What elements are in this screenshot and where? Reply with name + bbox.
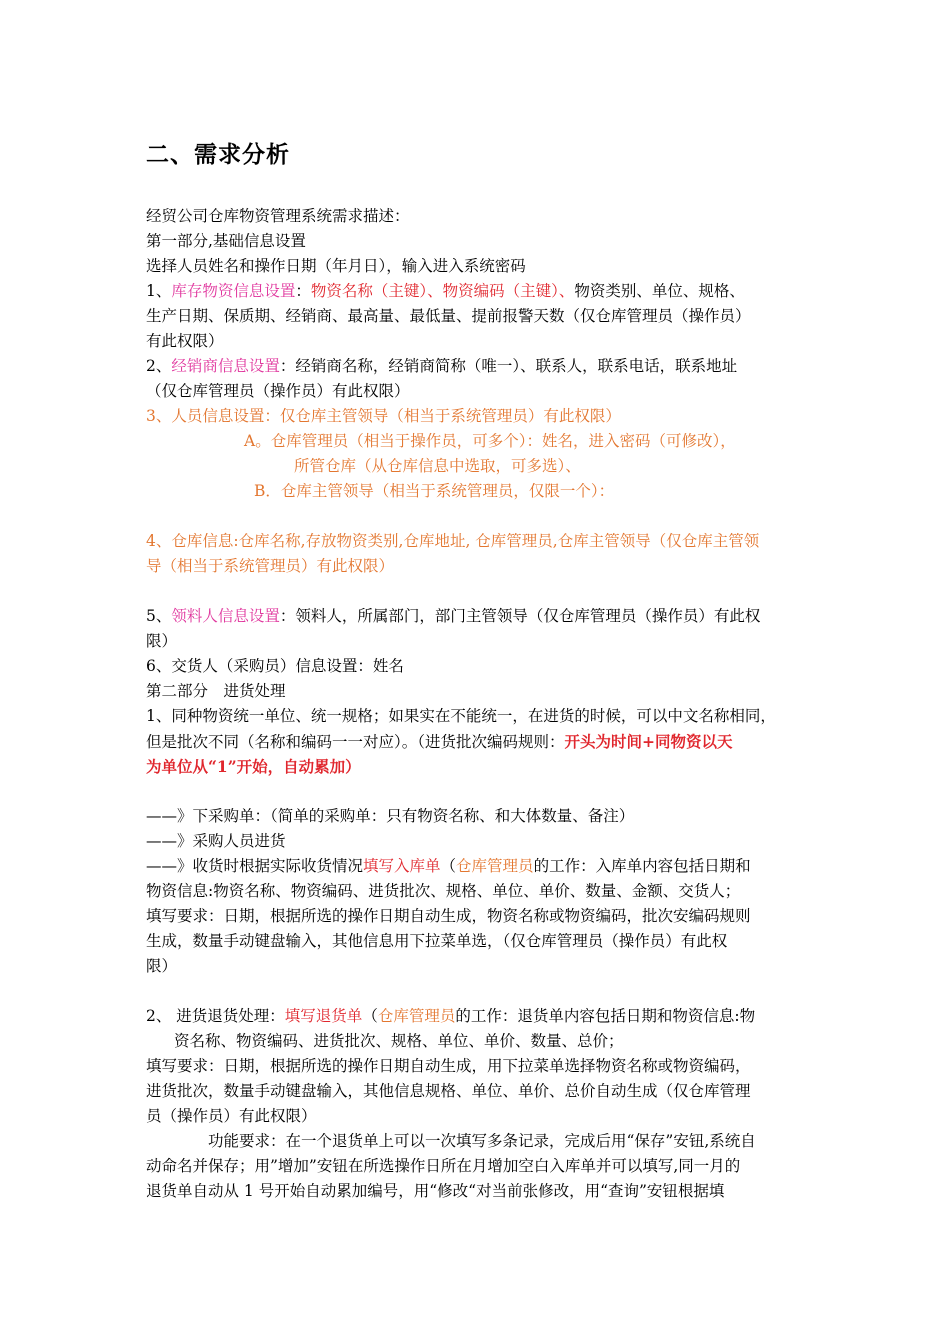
text-line	[174, 1029, 624, 1054]
text-line	[146, 1154, 740, 1179]
text-segment: 1、同种物资统一单位、统一规格；如果实在不能统一，在进货的时候，可以中文名称相同，	[146, 707, 776, 725]
text-segment: 物资类别、单位、规格、	[574, 282, 745, 300]
text-line	[146, 1179, 724, 1204]
text-line	[146, 754, 361, 780]
text-segment: 选择人员姓名和操作日期（年月日），输入进入系统密码	[146, 257, 526, 275]
text-segment: 进货批次，数量手动键盘输入，其他信息规格、单位、单价、总价自动生成（仅仓库管理	[146, 1082, 751, 1100]
text-line	[146, 529, 759, 554]
text-segment: （	[440, 857, 457, 875]
text-segment: 经贸公司仓库物资管理系统需求描述：	[146, 207, 410, 225]
text-line	[146, 304, 751, 329]
text-segment: 资名称、物资编码、进货批次、规格、单位、单价、数量、总价；	[174, 1032, 624, 1050]
text-segment: A。仓库管理员（相当于操作员，可多个）：姓名，进入密码（可修改），	[244, 432, 736, 450]
text-segment: ——》下采购单：（简单的采购单：只有物资名称、和大体数量、备注）	[146, 807, 635, 825]
text-line	[146, 354, 737, 379]
text-segment: 仓库管理员	[456, 857, 534, 875]
text-segment: 限）	[146, 632, 178, 650]
text-segment: 有此权限）	[146, 332, 224, 350]
text-segment: 功能要求：在一个退货单上可以一次填写多条记录，完成后用“保存”安钮,系统自	[208, 1132, 756, 1150]
text-segment: 所管仓库（从仓库信息中选取，可多选）、	[294, 457, 581, 475]
text-segment: （	[362, 1007, 378, 1025]
text-line	[146, 554, 394, 579]
text-line	[146, 329, 224, 354]
text-line	[146, 404, 621, 429]
text-segment: 填写退货单	[284, 1007, 363, 1025]
text-segment: 5、	[146, 607, 172, 625]
text-segment: 生产日期、保质期、经销商、最高量、最低量、提前报警天数（仅仓库管理员（操作员）	[146, 307, 751, 325]
text-segment: ——》采购人员进货	[146, 832, 286, 850]
text-line	[146, 1004, 755, 1029]
text-segment: ：	[295, 282, 311, 300]
text-segment: 开头为时间+同物资以天	[564, 732, 733, 751]
text-line	[146, 729, 733, 755]
text-line	[146, 1079, 751, 1104]
text-line	[254, 479, 614, 504]
text-line	[146, 954, 177, 979]
text-segment: （仅仓库管理员（操作员）有此权限）	[146, 382, 410, 400]
section-heading: 二、需求分析	[146, 142, 290, 168]
text-segment: 第一部分,基础信息设置	[146, 232, 306, 250]
text-line	[146, 854, 751, 879]
text-line	[208, 1129, 756, 1154]
text-segment: 经销商信息设置	[171, 357, 280, 375]
text-segment: 员（操作员）有此权限）	[146, 1107, 317, 1125]
text-segment: 导（相当于系统管理员）有此权限）	[146, 557, 395, 575]
text-line	[146, 229, 306, 254]
text-line	[146, 704, 776, 729]
text-line	[146, 879, 740, 904]
text-segment: 的工作：退货单内容包括日期和物资信息:物	[455, 1007, 756, 1025]
text-segment: 2、	[146, 357, 172, 375]
text-segment: ——》收货时根据实际收货情况	[146, 857, 364, 875]
text-line	[146, 1054, 751, 1079]
text-line	[146, 804, 634, 829]
text-line	[294, 454, 581, 479]
text-line	[146, 929, 727, 954]
text-segment: 1、	[146, 282, 172, 300]
text-segment: 填写入库单	[363, 857, 441, 875]
text-line	[146, 829, 286, 854]
text-segment: B．仓库主管领导（相当于系统管理员，仅限一个）：	[254, 482, 615, 500]
text-segment: 物资名称（主键）、物资编码（主键）、	[310, 282, 575, 300]
text-segment: 动命名并保存；用”增加”安钮在所选操作日所在月增加空白入库单并可以填写,同一月的	[146, 1157, 741, 1175]
text-segment: 2、 进货退货处理：	[146, 1007, 285, 1025]
text-line	[146, 654, 404, 679]
text-line	[244, 429, 736, 454]
text-line	[146, 279, 745, 304]
text-segment: ：领料人，所属部门，部门主管领导（仅仓库管理员（操作员）有此权	[279, 607, 761, 625]
text-segment: ：经销商名称，经销商简称（唯一）、联系人，联系电话，联系地址	[279, 357, 738, 375]
text-line	[146, 379, 410, 404]
text-segment: 为单位从“1”开始，自动累加）	[146, 757, 361, 776]
text-line	[146, 904, 751, 929]
text-segment: 4、仓库信息:仓库名称,存放物资类别,仓库地址, 仓库管理员,仓库主管领导（仅仓库主管领	[146, 532, 760, 550]
text-segment: 领料人信息设置	[171, 607, 280, 625]
text-segment: 6、交货人（采购员）信息设置：姓名	[146, 657, 404, 675]
text-segment: 的工作：入库单内容包括日期和	[533, 857, 751, 875]
text-line	[146, 679, 286, 704]
text-segment: 库存物资信息设置	[171, 282, 296, 300]
text-line	[146, 1104, 317, 1129]
text-segment: 但是批次不同（名称和编码一一对应）。（进货批次编码规则：	[146, 733, 565, 751]
text-segment: 仓库管理员	[377, 1007, 456, 1025]
text-segment: 生成，数量手动键盘输入，其他信息用下拉菜单选，（仅仓库管理员（操作员）有此权	[146, 932, 728, 950]
text-segment: 退货单自动从 1 号开始自动累加编号，用“修改“对当前张修改，用“查询”安钮根据填	[146, 1182, 725, 1200]
text-line	[146, 254, 526, 279]
text-segment: 第二部分 进货处理	[146, 682, 286, 700]
text-line	[146, 604, 760, 629]
text-segment: 限）	[146, 957, 178, 975]
text-segment: 物资信息:物资名称、物资编码、进货批次、规格、单位、单价、数量、金额、交货人；	[146, 882, 741, 900]
text-line	[146, 204, 410, 229]
text-line	[146, 629, 177, 654]
text-segment: 填写要求：日期，根据所选的操作日期自动生成，用下拉菜单选择物资名称或物资编码，	[146, 1057, 751, 1075]
text-segment: 3、人员信息设置：仅仓库主管领导（相当于系统管理员）有此权限）	[146, 407, 621, 425]
text-segment: 填写要求：日期，根据所选的操作日期自动生成，物资名称或物资编码，批次安编码规则	[146, 907, 751, 925]
